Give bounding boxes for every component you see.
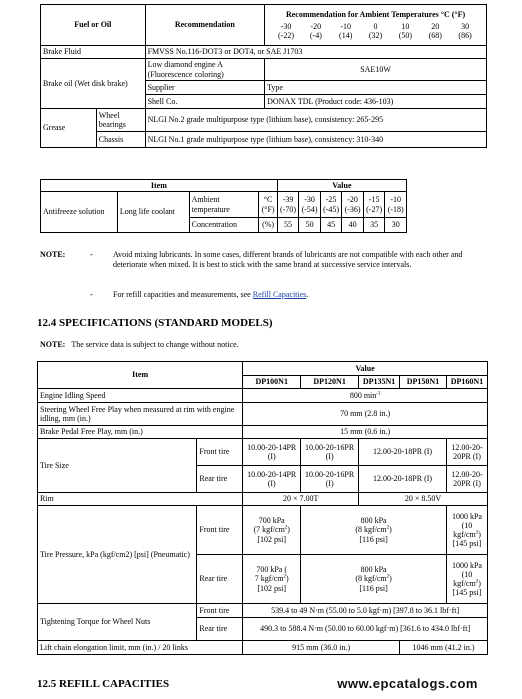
idle-speed-label: Engine Idling Speed (38, 389, 243, 403)
af-conc: 55 (277, 218, 299, 233)
tp-psi: [145 psi] (452, 588, 482, 598)
ambient-temperature-label: Ambient temperature (189, 192, 259, 218)
rim-value: 20 × 8.50V (359, 493, 488, 506)
temperature-f-row (265, 31, 486, 40)
steering-play-label: Steering Wheel Free Play when measured at rim with engine idling, mm (in.) (38, 403, 243, 426)
chassis-rec: NLGI No.1 grade multipurpose type (lithium base), consistency: 310-340 (145, 132, 486, 148)
model-header: DP160N1 (446, 376, 487, 389)
tp-kpa: 1000 kPa (451, 511, 482, 521)
tp-psi: [102 psi] (257, 534, 287, 544)
lubricant-table (40, 4, 487, 148)
tp-kpa: 800 kPa (360, 565, 387, 575)
torque-front-value: 539.4 to 49 N·m (55.00 to 5.0 kgf·m) [397.8 to 36.1 lbf·ft] (243, 604, 488, 618)
note-1-text: Avoid mixing lubricants. In some cases, different brands of lubricants are not compatible with each other and deteriorate when mixed. It is best to stick with the same brand at successive service intervals. (113, 250, 463, 270)
long-life-coolant-label: Long life coolant (117, 192, 189, 233)
header-recommendation: Recommendation (145, 5, 265, 46)
temp-c: 0 (373, 21, 378, 31)
tire-pressure-value (301, 506, 447, 555)
tp-kgf: (10 kgf/$cm^2$) (453, 569, 481, 588)
chain-limit-value: 1046 mm (41.2 in.) (400, 641, 488, 655)
antifreeze-value-header: Value (277, 180, 406, 192)
tp-kgf-exp: 2 (475, 530, 479, 536)
af-conc: 40 (342, 218, 364, 233)
tp-kgf-exp: 2 (284, 525, 288, 531)
tp-kgf-exp: 2 (386, 574, 390, 580)
spec-note-label: NOTE: (40, 340, 66, 349)
af-temp-c: -39 (282, 195, 294, 205)
brake-fluid-rec: FMVSS No.116-DOT3 or DOT4, or SAE J1703 (145, 46, 486, 59)
donax-type: DONAX TDL (Product code: 436-103) (265, 95, 487, 109)
shell-supplier: Shell Co. (145, 95, 265, 109)
af-conc: 30 (385, 218, 407, 233)
tire-size-value: 10.00-20-14PR (I) (243, 466, 301, 493)
temperature-c-row (265, 22, 486, 31)
brake-fluid-label: Brake Fluid (41, 46, 146, 59)
spec-item-header: Item (38, 362, 243, 389)
tp-kgf-exp: 2 (386, 525, 390, 531)
front-tire-label: Front tire (197, 506, 243, 555)
front-tire-label: Front tire (197, 439, 243, 466)
tp-kgf: (10 kgf/$cm^2$) (453, 520, 481, 539)
spec-note-text: The service data is subject to change without notice. (71, 340, 239, 349)
temp-c: -20 (310, 21, 322, 31)
tp-kgf: 7 kgf/$cm^2$) (254, 574, 289, 584)
af-temp-f: (-36) (344, 204, 361, 214)
tp-kgf-text: (10 kgf/cm (453, 569, 476, 588)
af-temp-c: -15 (368, 195, 380, 205)
tp-kgf: (8 kgf/$cm^2$) (355, 574, 392, 584)
temp-f: (-22) (278, 31, 295, 41)
idle-speed-number: 800 min (349, 390, 377, 400)
temp-c: 20 (431, 21, 440, 31)
af-temp (320, 192, 342, 218)
idle-speed-value (243, 389, 488, 403)
wheel-bearings-label: Wheel bearings (96, 109, 145, 132)
tire-pressure-value (301, 555, 447, 604)
note-2-text (113, 290, 308, 299)
steering-play-value: 70 mm (2.8 in.) (243, 403, 488, 426)
tire-pressure-value (243, 506, 301, 555)
rim-value: 20 × 7.00T (243, 493, 359, 506)
torque-label: Tightening Torque for Wheel Nuts (38, 604, 197, 641)
af-conc: 50 (299, 218, 321, 233)
model-header: DP120N1 (301, 376, 359, 389)
tire-size-label: Tire Size (38, 439, 197, 493)
af-temp (385, 192, 407, 218)
tire-size-value: 12.00-20-20PR (I) (446, 439, 487, 466)
temp-c: -30 (280, 21, 292, 31)
temp-f: (50) (398, 31, 413, 41)
tire-pressure-value (446, 555, 487, 604)
af-temp-f: (-18) (387, 204, 404, 214)
tp-kgf-text: (8 kgf/cm (355, 525, 387, 535)
af-temp-c: -30 (304, 195, 315, 205)
model-header: DP150N1 (400, 376, 447, 389)
temp-c: 10 (401, 21, 410, 31)
af-conc: 45 (320, 218, 342, 233)
tp-kgf-text: (8 kgf/cm (355, 574, 387, 584)
temp-f: (68) (428, 31, 442, 41)
af-temp (342, 192, 364, 218)
tp-kgf: (8 kgf/$cm^2$) (355, 525, 392, 535)
tire-pressure-label: Tire Pressure, kPa (kgf/cm2) [psi] (Pneumatic) (38, 506, 197, 604)
rear-tire-label: Rear tire (197, 618, 243, 641)
tp-psi: [145 psi] (452, 539, 482, 549)
brake-play-value: 15 mm (0.6 in.) (243, 426, 488, 439)
note-dash-1: - (90, 250, 93, 259)
wheel-bearings-rec: NLGI No.2 grade multipurpose type (lithium base), consistency: 265-295 (145, 109, 486, 132)
sae-value: SAE10W (265, 59, 487, 81)
af-temp-f: (-54) (301, 204, 318, 214)
supplier-label: Supplier (145, 81, 265, 95)
rear-tire-label: Rear tire (197, 466, 243, 493)
tp-kpa: 700 kPa (258, 516, 285, 526)
watermark: www.epcatalogs.com (337, 676, 478, 691)
spec-note (40, 340, 239, 349)
af-temp-f: (-45) (323, 204, 340, 214)
grease-label: Grease (41, 109, 97, 148)
model-header: DP135N1 (359, 376, 400, 389)
tire-size-value: 10.00-20-16PR (I) (301, 466, 359, 493)
af-conc: 35 (363, 218, 385, 233)
temp-c: -10 (340, 21, 352, 31)
af-temp (277, 192, 299, 218)
tp-kgf-text: 7 kgf/cm (254, 574, 284, 584)
af-temp-f: (-27) (366, 204, 383, 214)
tp-kgf-text: (7 kgf/cm (253, 525, 285, 535)
tp-kpa: 700 kPa ( (256, 565, 288, 575)
brake-oil-label: Brake oil (Wet disk brake) (41, 59, 146, 109)
note-label: NOTE: (40, 250, 66, 259)
temp-f: (14) (339, 31, 353, 41)
temp-unit (259, 192, 277, 218)
model-header: DP100N1 (243, 376, 301, 389)
concentration-label: Concentration (189, 218, 259, 233)
tire-size-value: 10.00-20-14PR (I) (243, 439, 301, 466)
note-2-prefix: For refill capacities and measurements, see (113, 290, 253, 299)
tire-size-value: 12.00-20-18PR (I) (359, 439, 447, 466)
pct-unit: (%) (259, 218, 277, 233)
tp-kgf-exp: 2 (283, 574, 286, 580)
tp-kgf-text: (10 kgf/cm (453, 520, 476, 539)
chassis-label: Chassis (96, 132, 145, 148)
tire-size-value: 10.00-20-16PR (I) (301, 439, 359, 466)
spec-table (37, 361, 488, 655)
header-fuel-or-oil: Fuel or Oil (41, 5, 146, 46)
tp-kgf: (7 kgf/$cm^2$) (253, 525, 290, 535)
tp-kpa: 1000 kPa (451, 560, 482, 570)
chain-limit-value: 915 mm (36.0 in.) (243, 641, 400, 655)
rear-tire-label: Rear tire (197, 555, 243, 604)
af-temp-c: -20 (347, 195, 358, 205)
spec-value-header: Value (243, 362, 488, 376)
refill-capacities-heading: 12.5 REFILL CAPACITIES (37, 678, 170, 690)
front-tire-label: Front tire (197, 604, 243, 618)
torque-rear-value: 490.3 to 588.4 N·m (50.00 to 60.00 kgf·m) [361.6 to 434.0 lbf·ft] (243, 618, 488, 641)
note-2-suffix: . (306, 290, 309, 299)
temp-f: (86) (458, 31, 472, 41)
af-temp-f: (-70) (280, 204, 297, 214)
rim-label: Rim (38, 493, 243, 506)
tp-psi: [102 psi] (257, 583, 287, 593)
tp-kgf-exp: 2 (475, 579, 479, 585)
brake-play-label: Brake Pedal Free Play, mm (in.) (38, 426, 243, 439)
tire-size-value: 12.00-20-20PR (I) (446, 466, 487, 493)
af-temp-c: -25 (325, 195, 337, 205)
antifreeze-solution-label: Antifreeze solution (41, 192, 118, 233)
unit-c: °C (263, 195, 273, 205)
note-dash-2: - (90, 290, 93, 299)
chain-limit-label: Lift chain elongation limit, mm (in.) / 20 links (38, 641, 243, 655)
idle-speed-exponent: -1 (376, 391, 381, 397)
tp-psi: [116 psi] (359, 583, 388, 593)
af-temp (299, 192, 321, 218)
specifications-heading: 12.4 SPECIFICATIONS (STANDARD MODELS) (37, 317, 273, 329)
temp-c: 30 (461, 21, 470, 31)
type-label: Type (265, 81, 487, 95)
tire-pressure-value (243, 555, 301, 604)
temp-f: (32) (368, 31, 383, 41)
tire-size-value: 12.00-20-18PR (I) (359, 466, 447, 493)
tp-psi: [116 psi] (359, 534, 388, 544)
temp-f: (-4) (309, 31, 322, 41)
antifreeze-table (40, 179, 407, 233)
unit-f: (°F) (261, 204, 275, 214)
antifreeze-item-header: Item (41, 180, 278, 192)
tire-pressure-value (446, 506, 487, 555)
af-temp (363, 192, 385, 218)
refill-capacities-link[interactable]: Refill Capacities (252, 290, 307, 299)
temperature-caption: Recommendation for Ambient Temperatures °C (°F) (285, 9, 466, 19)
af-temp-c: -10 (390, 195, 402, 205)
header-ambient-temperatures (265, 5, 487, 46)
low-diamond-label: Low diamond engine A (Fluorescence coloring) (145, 59, 265, 81)
tp-kpa: 800 kPa (360, 516, 387, 526)
